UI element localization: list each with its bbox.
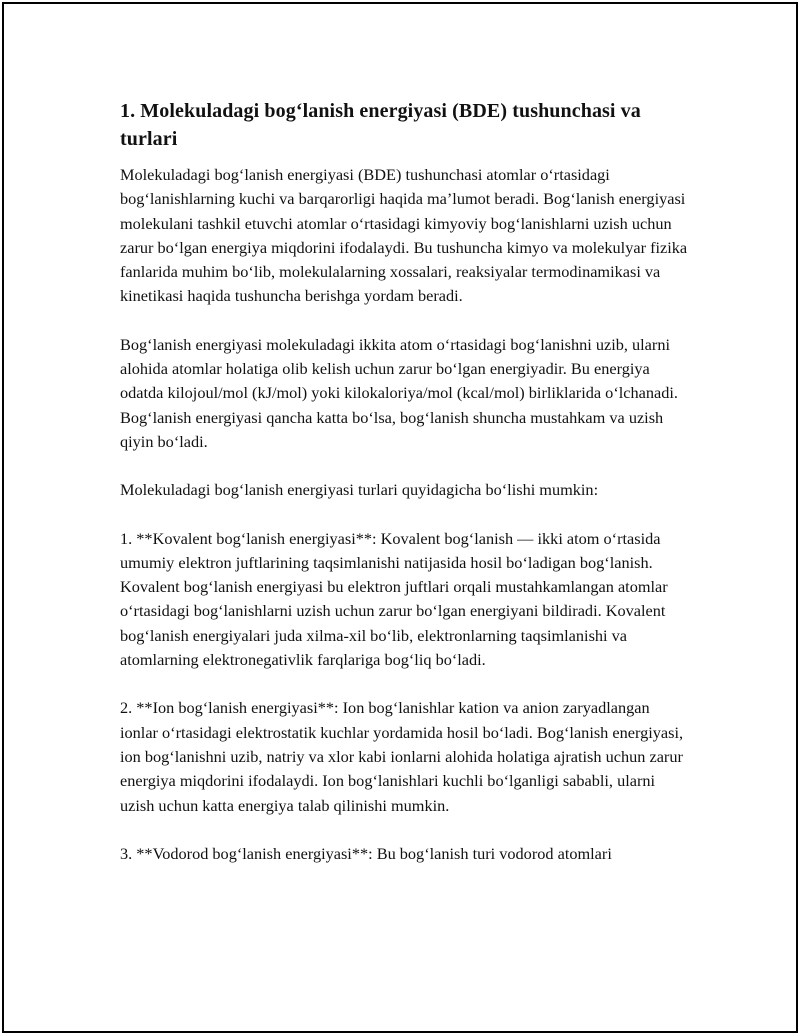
paragraph-bde-definition: Bog‘lanish energiyasi molekuladagi ikkita atom o‘rtasidagi bog‘lanishni uzib, ularni alohida atomlar holatiga olib kelish uchun zarur bo‘lgan energiyadir. Bu energiya odatda kilojoul/mol (kJ/mol) yoki kilokaloriya/mol (kcal/mol) birliklarida o‘lchanadi. Bog‘lanish energiyasi qancha katta bo‘lsa, bog‘lanish shuncha mustahkam va uzish qiyin bo‘ladi. (120, 334, 678, 451)
paragraph-ionic-bond: 2. **Ion bog‘lanish energiyasi**: Ion bog‘lanishlar kation va anion zaryadlangan ionlar o‘rtasidagi elektrostatik kuchlar yordamida hosil bo‘ladi. Bog‘lanish energiyasi, ion bog‘lanishni uzib, natriy va xlor kabi ionlarni alohida holatiga ajratish uchun zarur energiya miqdorini ifodalaydi. Ion bog‘lanishlari kuchli bo‘lganligi sababli, ularni uzish uchun katta energiya talab qilinishi mumkin. (120, 698, 684, 815)
paragraph-bde-types-intro: Molekuladagi bog‘lanish energiyasi turlari quyidagicha bo‘lishi mumkin: (120, 480, 599, 500)
paragraph-bde-intro: Molekuladagi bog‘lanish energiyasi (BDE) tushunchasi atomlar o‘rtasidagi bog‘lanishlarning kuchi va barqarorligi haqida ma’lumot beradi. Bog‘lanish energiyasi molekulani tashkil etuvchi atomlar o‘rtasidagi kimyoviy bog‘lanishlarni uzish uchun zarur bo‘lgan energiya miqdorini ifodalaydi. Bu tushuncha kimyo va molekulyar fizika fanlarida muhim bo‘lib, molekulalarning xossalari, reaksiyalar termodinamikasi va kinetikasi haqida tushuncha berishga yordam beradi. (120, 165, 688, 306)
document-page (2, 2, 798, 1033)
paragraph-hydrogen-bond: 3. **Vodorod bog‘lanish energiyasi**: Bu bog‘lanish turi vodorod atomlari (120, 843, 612, 863)
document-body (120, 97, 690, 890)
section-heading: 1. Molekuladagi bog‘lanish energiyasi (BDE) tushunchasi va turlari (120, 100, 641, 150)
paragraph-covalent-bond: 1. **Kovalent bog‘lanish energiyasi**: Kovalent bog‘lanish — ikki atom o‘rtasida umumiy elektron juftlarining taqsimlanishi natijasida hosil bo‘ladigan bog‘lanish. Kovalent bog‘lanish energiyasi bu elektron juftlari orqali mustahkamlangan atomlar o‘rtasidagi bog‘lanishlarni uzish uchun zarur bo‘lgan energiyani bildiradi. Kovalent bog‘lanish energiyalari juda xilma-xil bo‘lib, elektronlarning taqsimlanishi va atomlarning elektronegativlik farqlariga bog‘liq bo‘ladi. (120, 528, 668, 670)
